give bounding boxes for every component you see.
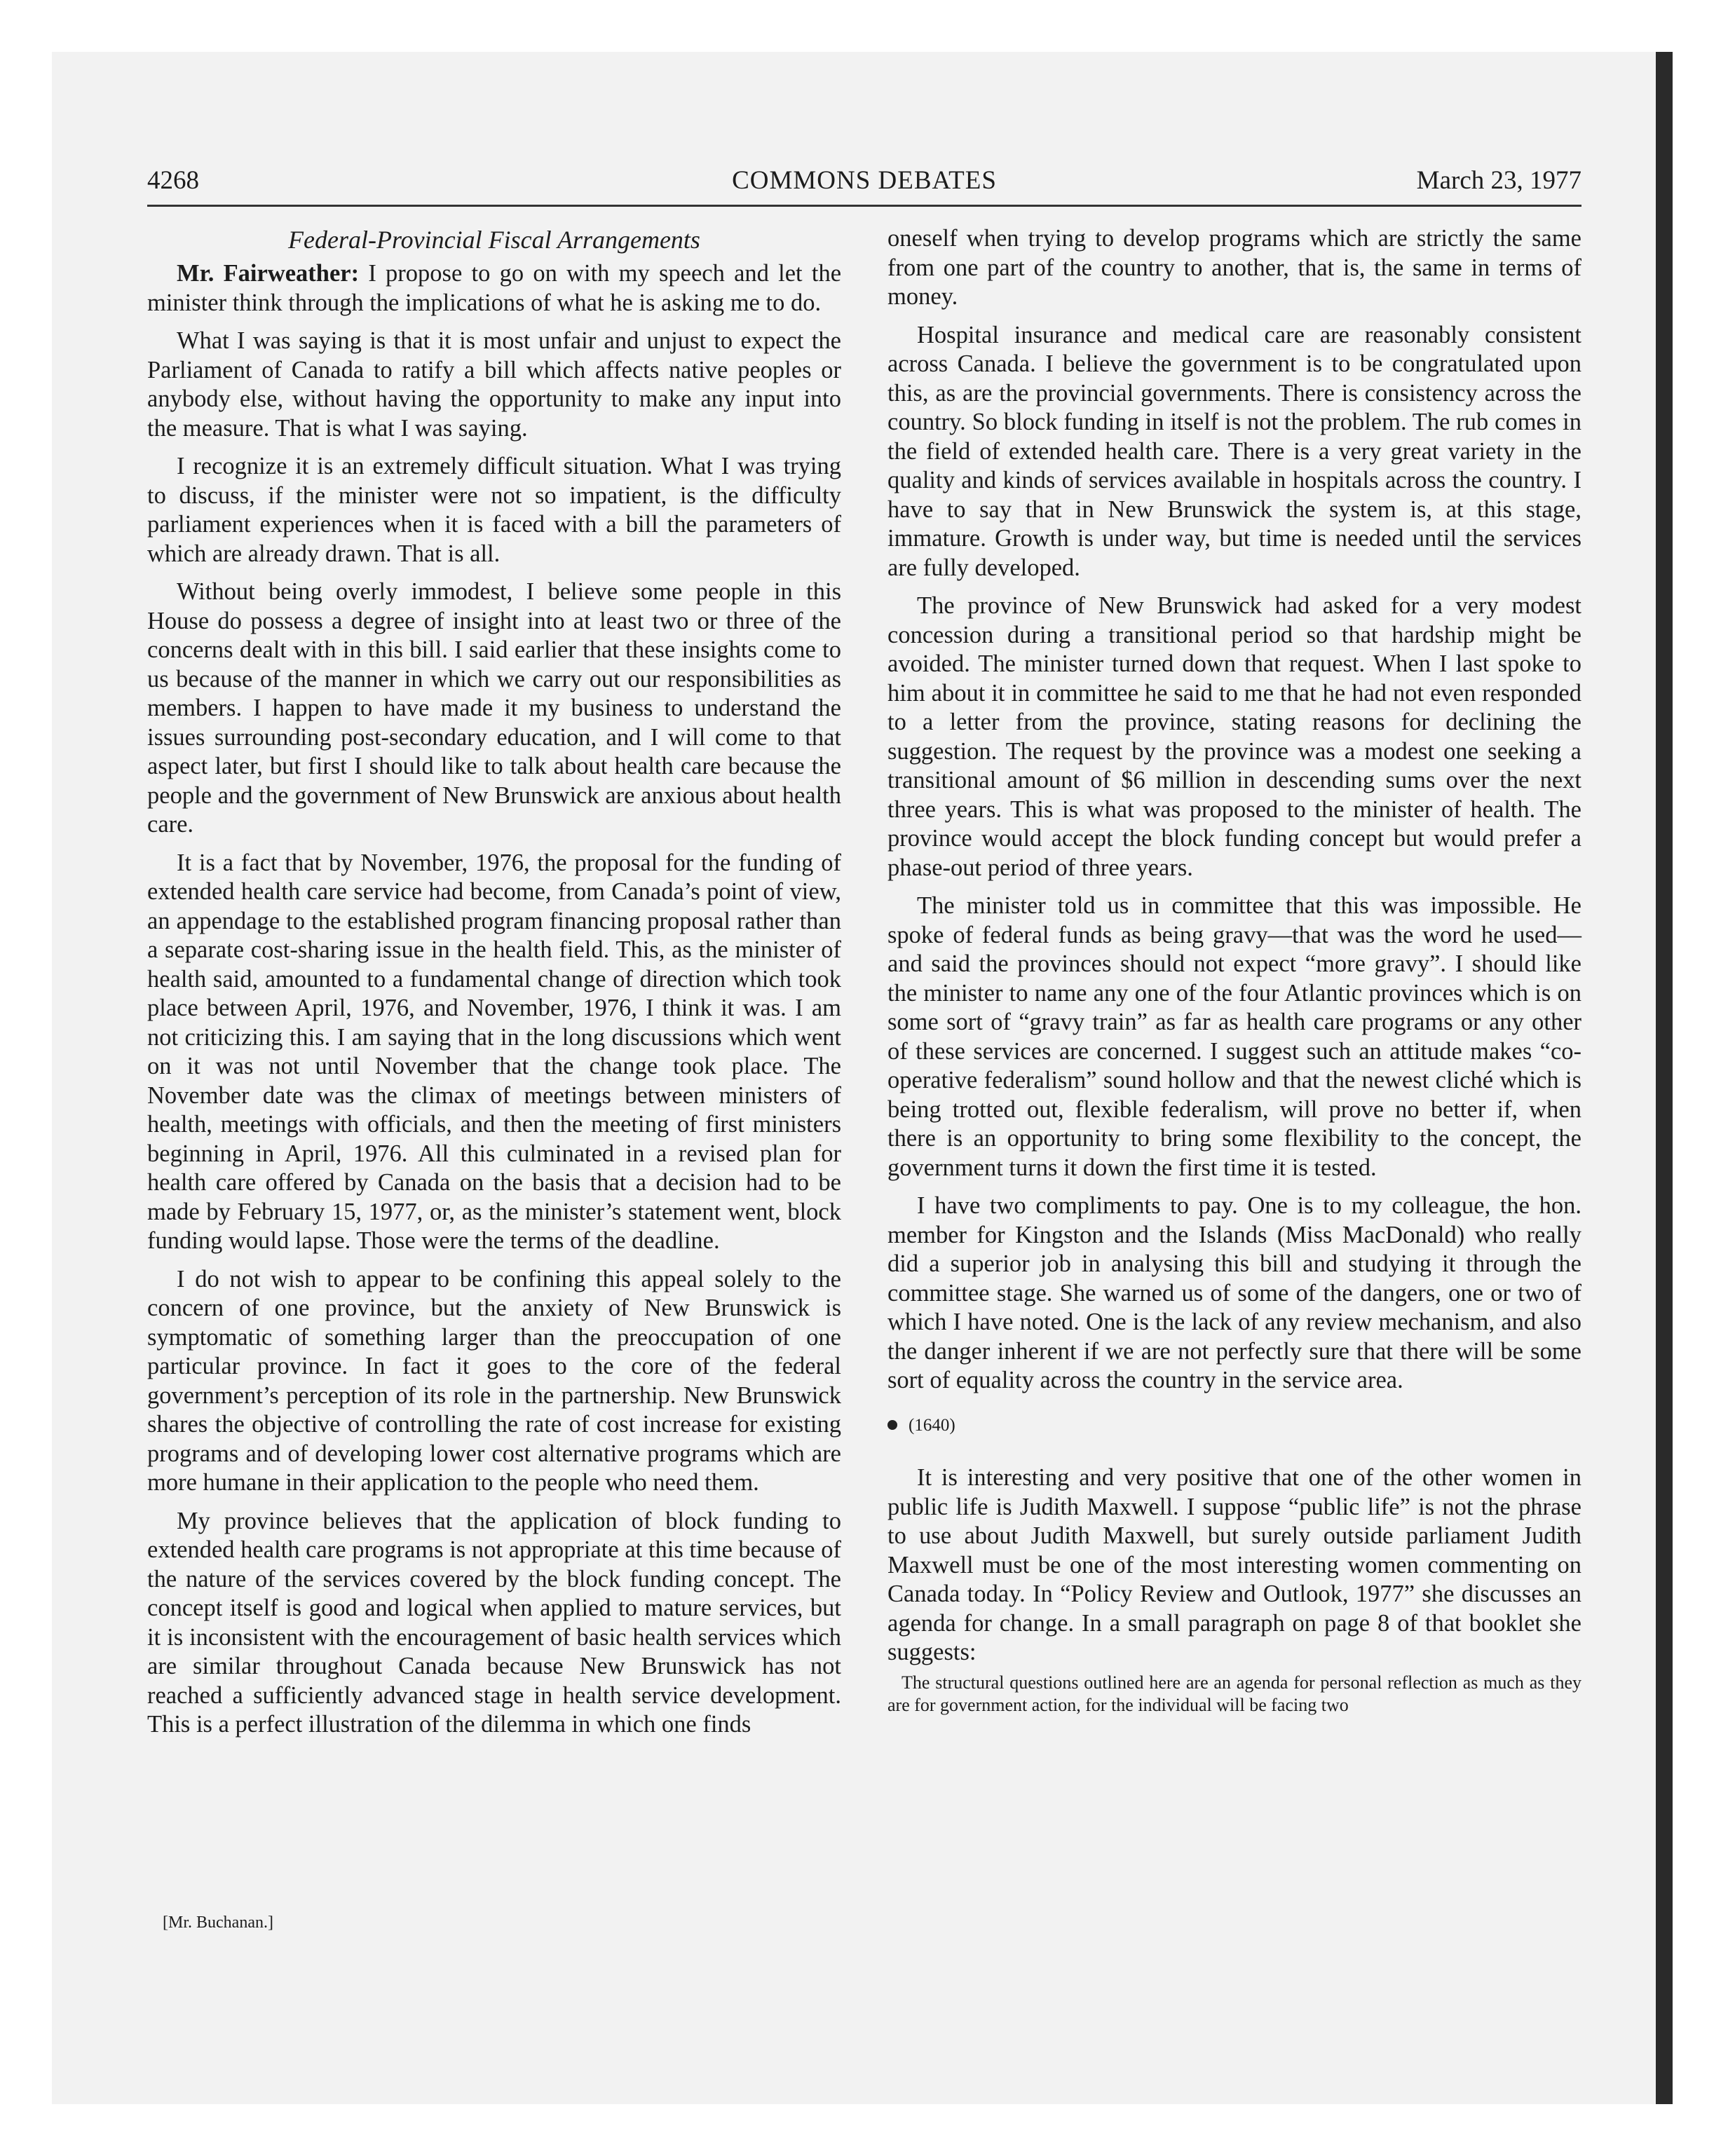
paragraph	[147, 259, 841, 318]
speaker-name: Mr. Fairweather:	[177, 260, 360, 287]
paragraph: I have two compliments to pay. One is to my colleague, the hon. member for Kingston and the Islands (Miss MacDonald) who really did a superior job in analysing this bill and studying it through the committee stage. She warned us of some of the dangers, one or two of which I have noted. One is the lack of any review mechanism, and also the danger inherent if we are not perfectly sure that there will be some sort of equality across the country in the service area.	[887, 1192, 1581, 1393]
block-quote: The structural questions outlined here are an agenda for personal reflection as much as they are for government action, for the individual will be facing two	[887, 1672, 1581, 1715]
scan-binding-edge	[1656, 52, 1673, 2104]
paragraph: The province of New Brunswick had asked for a very modest concession during a transitional period so that hardship might be avoided. The minister turned down that request. When I last spoke to him about it in committee he said to me that he had not even responded to a letter from the province, stating reasons for declining the suggestion. The request by the province was a modest one seeking a transitional amount of $6 million in descending sums over the next three years. This is what was proposed to the minister of health. The province would accept the block funding concept but would prefer a phase-out period of three years.	[887, 592, 1581, 881]
page-number: 4268	[147, 166, 199, 195]
paragraph: I recognize it is an extremely difficult situation. What I was trying to discuss, if the minister were not so impatient, is the difficulty parliament experiences when it is faced with a bill the parameters of which are already drawn. That is all.	[147, 453, 841, 567]
paragraph: What I was saying is that it is most unfair and unjust to expect the Parliament of Canada to ratify a bill which affects native peoples or anybody else, without having the opportunity to make any input into the measure. That is what I was saying.	[147, 327, 841, 442]
paragraph: My province believes that the application of block funding to extended health care programs is not appropriate at this time because of the nature of the services covered by the block funding concept. The concept itself is good and logical when applied to mature services, but it is inconsistent with the encouragement of basic health services which are similar throughout Canada because New Brunswick has not reached a sufficiently advanced stage in health service development. This is a perfect illustration of the dilemma in which one finds	[147, 1507, 841, 1738]
paragraph: Hospital insurance and medical care are reasonably consistent across Canada. I believe the government is to be congratulated upon this, as are the provincial governments. There is consistency across the country. So block funding in itself is not the problem. The rub comes in the field of extended health care. There is a very great variety in the quality and kinds of services available in hospitals across the country. I have to say that in New Brunswick the system is, at this stage, immature. Growth is under way, but time is needed until the services are fully developed.	[887, 321, 1581, 581]
paragraph: The minister told us in committee that this was impossible. He spoke of federal funds as being gravy—that was the word he used—and said the provinces should not expect “more gravy”. I should like the minister to name any one of the four Atlantic provinces which is on some sort of “gravy train” as far as health care programs or any other of these services are concerned. I suggest such an attitude makes “co-operative federalism” sound hollow and that the newest cliché which is being trotted out, flexible federalism, will prove no better if, when there is an opportunity to bring some flexibility to the concept, the government turns it down the first time it is tested.	[887, 892, 1581, 1181]
time-marker-text: (1640)	[909, 1415, 955, 1435]
paragraph: I do not wish to appear to be confining this appeal solely to the concern of one province, but the anxiety of New Brunswick is symptomatic of something larger than the preoccupation of one particular province. In fact it goes to the core of the federal government’s perception of its role in the partnership. New Brunswick shares the objective of controlling the rate of cost increase for existing programs and of developing lower cost alternative programs which are more humane in their application to the people who need them.	[147, 1265, 841, 1496]
paragraph: It is a fact that by November, 1976, the proposal for the funding of extended health care service had become, from Canada’s point of view, an appendage to the established program financing proposal rather than a separate cost-sharing issue in the health field. This, as the minister of health said, amounted to a fundamental change of direction which took place between April, 1976, and November, 1976, I think it was. I am not criticizing this. I am saying that in the long discussions which went on it was not until November that the change took place. The November date was the climax of meetings between ministers of health, meetings with officials, and then the meeting of first ministers beginning in April, 1976. All this culminated in a revised plan for health care offered by Canada on the basis that a decision had to be made by February 15, 1977, or, as the minister’s statement went, block funding would lapse. Those were the terms of the deadline.	[147, 849, 841, 1254]
journal-title: COMMONS DEBATES	[732, 166, 997, 195]
header-date: March 23, 1977	[1416, 166, 1581, 195]
left-column	[147, 224, 841, 1740]
speaker-footer-reference: [Mr. Buchanan.]	[163, 1913, 273, 1932]
time-marker	[887, 1411, 1581, 1440]
section-title: Federal-Provincial Fiscal Arrangements	[288, 226, 700, 254]
paragraph: Without being overly immodest, I believe some people in this House do possess a degree of insight into at least two or three of the concerns dealt with in this bill. I said earlier that these insights come to us because of the manner in which we carry out our responsibilities as members. I happen to have made it my business to understand the issues surrounding post-secondary education, and I will come to that aspect later, but first I should like to talk about health care because the people and the government of New Brunswick are anxious about health care.	[147, 578, 841, 838]
paragraph: oneself when trying to develop programs which are strictly the same from one part of the country to another, that is, the same in terms of money.	[887, 225, 1581, 310]
bullet-icon	[887, 1420, 897, 1430]
right-column	[887, 224, 1581, 1717]
paragraph-text: I propose to go on with my speech and let the minister think through the implications of what he is asking me to do.	[147, 260, 842, 316]
paragraph: It is interesting and very positive that one of the other women in public life is Judith Maxwell. I suppose “public life” is not the phrase to use about Judith Maxwell, but surely outside parliament Judith Maxwell must be one of the most interesting women commenting on Canada today. In “Policy Review and Outlook, 1977” she discusses an agenda for change. In a small paragraph on page 8 of that booklet she suggests:	[887, 1464, 1581, 1665]
page-header	[147, 160, 1581, 207]
document-page	[147, 160, 1581, 1954]
